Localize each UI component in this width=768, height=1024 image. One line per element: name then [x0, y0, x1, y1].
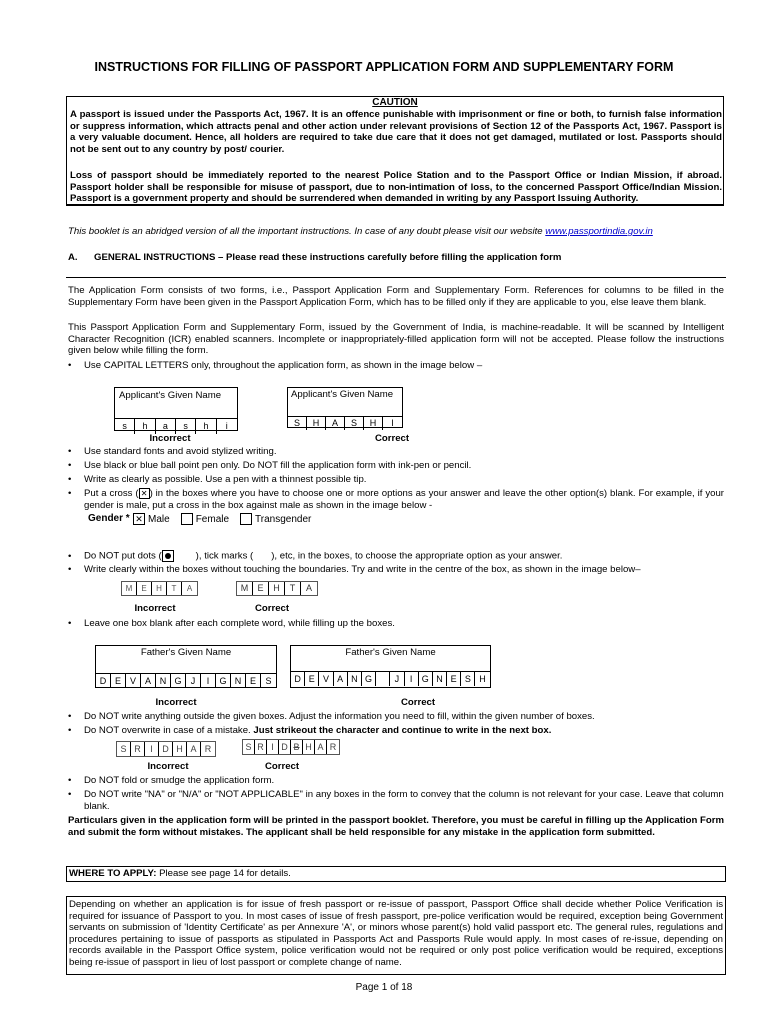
- letter-box: s: [115, 419, 135, 434]
- letter-box: A: [315, 740, 327, 754]
- transgender-checkbox[interactable]: [240, 513, 252, 525]
- caption-correct: Correct: [374, 433, 410, 444]
- letter-box: D: [96, 674, 111, 688]
- field-label: Father's Given Name: [345, 647, 436, 658]
- example-incorrect-father-name: [95, 645, 277, 688]
- police-verification-note: Depending on whether an application is for issue of fresh passport or re-issue of passport, Passport Office shall decide whether Police Verification is required for issuance of Passport to you. In most cases of issue of fresh passport, pre-police verification would be required, exception being Government servants on submission of 'Identity Certificate' as per Annexure 'A', or minors whose parent(s) hold valid passport etc. The general rules, regulations and procedures pertaining to issue of passports as stipulated in Passports Act and Passports Rule would apply. In most cases of re-issue, depending on records available in the Passport Office system, police verification would not be required or only post police verification would be required, exceptions being re-issue of passport in lieu of lost passport or complete change of name.: [69, 899, 723, 968]
- letter-box: A: [326, 417, 345, 430]
- page-title: INSTRUCTIONS FOR FILLING OF PASSPORT APPLICATION FORM AND SUPPLEMENTARY FORM: [94, 60, 674, 74]
- particulars-note: Particulars given in the application form will be printed in the passport booklet. Therefore, you must be careful in filling up the Application Form and submit the form without mistakes. The applicant shall be held responsible for any mistake in the application form submitted.: [68, 815, 724, 838]
- gender-options: [133, 513, 311, 525]
- letter-box: A: [305, 583, 312, 593]
- female-label: Female: [195, 513, 230, 525]
- letter-box: S: [117, 742, 131, 756]
- caption-incorrect: Incorrect: [147, 761, 189, 772]
- intro-paragraph-1: The Application Form consists of two forms, i.e., Passport Application Form and Supplementary Form. References for columns to be filled in the Supplementary Form have been given in the Passport Application Form, which has to be filled only if they are applicable to you, else leave them blank.: [68, 285, 724, 308]
- letter-box: H: [303, 740, 315, 754]
- caption-correct: Correct: [400, 697, 436, 708]
- letter-box: a: [156, 419, 176, 434]
- letter-box: S: [265, 676, 272, 686]
- letter-box: A: [141, 674, 156, 688]
- bullet-within-boxes: • Write clearly within the boxes without touching the boundaries. Try and write in the centre of the box, as shown in the image below–: [68, 564, 641, 575]
- where-to-apply: WHERE TO APPLY: Please see page 14 for details.: [69, 868, 291, 879]
- letter-box: H: [364, 417, 383, 430]
- caption-incorrect: Incorrect: [149, 433, 191, 444]
- divider: [66, 277, 726, 278]
- letter-box: I: [201, 674, 216, 688]
- bullet-no-dots: • Do NOT put dots ( ), tick marks ( ), etc, in the boxes, to choose the appropriate option as your answer.: [68, 550, 563, 562]
- letter-box: H: [479, 674, 486, 684]
- bullet-write-clearly: • Write as clearly as possible. Use a pen with a thinnest possible tip.: [68, 474, 367, 485]
- letter-box: T: [167, 582, 182, 595]
- bullet-no-fold: • Do NOT fold or smudge the application form.: [68, 775, 275, 786]
- example-incorrect-mehta: [121, 581, 198, 596]
- letter-box: D: [291, 672, 305, 686]
- letter-box: D: [159, 742, 173, 756]
- male-label: Male: [148, 513, 170, 525]
- example-correct-sridhar: [242, 739, 340, 755]
- letter-box: G: [216, 674, 231, 688]
- section-a-heading: A. GENERAL INSTRUCTIONS – Please read these instructions carefully before filling the application form: [68, 252, 562, 263]
- letter-box: N: [156, 674, 171, 688]
- bullet-standard-fonts: • Use standard fonts and avoid stylized writing.: [68, 446, 277, 457]
- letter-box: H: [152, 582, 167, 595]
- letter-box: M: [237, 582, 253, 595]
- caption-incorrect: Incorrect: [134, 603, 176, 614]
- intro-paragraph-2: This Passport Application Form and Supplementary Form, issued by the Government of India, is machine-readable. It will be scanned by Intelligent Character Recognition (ICR) enabled scanners. Incomplete or inappropriately-filled application form will not be accepted. Please follow the instructions given below while filling the form.: [68, 322, 724, 356]
- bullet-put-cross: • Put a cross ( ✕ ) in the boxes where you have to choose one or more options as your answer and leave the other option(s) blank. For example, if your gender is male, put a cross in the box against male as shown in the image below -: [68, 488, 724, 511]
- letter-box: D: [279, 740, 291, 754]
- letter-box: G: [419, 672, 433, 686]
- caution-paragraph-1: A passport is issued under the Passports Act, 1967. It is an offence punishable with imprisonment or fine or both, to furnish false information or suppress information, which attracts penal and other action under relevant provisions of Section 12 of the Passports Act, 1967. Passport is a very valuable document. Hence, all holders are required to take due care that it does not get damaged, mutilated or lost. Passports should not be sent out to any country by post/ courier.: [70, 109, 722, 155]
- example-correct-name-box: [287, 387, 403, 428]
- letter-box: I: [391, 418, 394, 428]
- caption-incorrect: Incorrect: [155, 697, 197, 708]
- field-label: Applicant's Given Name: [291, 389, 394, 400]
- field-label: Father's Given Name: [140, 647, 232, 658]
- letter-box: E: [111, 674, 126, 688]
- example-correct-father-name: [290, 645, 491, 688]
- bullet-no-na: • Do NOT write "NA" or "N/A" or "NOT APPLICABLE" in any boxes in the form to convey that the column is not relevant for your case. Leave that column blank.: [68, 789, 724, 812]
- page-number: Page 1 of 18: [355, 982, 413, 993]
- website-link[interactable]: www.passportindia.gov.in: [545, 226, 653, 237]
- letter-box: A: [187, 742, 201, 756]
- caution-heading: CAUTION: [372, 97, 418, 108]
- letter-box: A: [186, 584, 193, 593]
- letter-box: R: [255, 740, 267, 754]
- example-incorrect-sridhar: [116, 741, 216, 757]
- field-label: Applicant's Given Name: [119, 390, 222, 401]
- letter-box: [376, 672, 390, 686]
- letter-box: S: [345, 417, 364, 430]
- letter-box: N: [231, 674, 246, 688]
- letter-box: V: [126, 674, 141, 688]
- caption-correct: Correct: [264, 761, 300, 772]
- letter-box: E: [246, 674, 261, 688]
- letter-box: M: [122, 582, 137, 595]
- example-incorrect-name-box: [114, 387, 238, 431]
- letter-box: G: [171, 674, 186, 688]
- letter-box: E: [447, 672, 461, 686]
- male-checkbox[interactable]: ✕: [133, 513, 145, 525]
- caption-correct: Correct: [254, 603, 290, 614]
- bullet-ball-point-pen: • Use black or blue ball point pen only. Do NOT fill the application form with ink-pen or pencil.: [68, 460, 472, 471]
- letter-box: R: [204, 744, 212, 754]
- caution-paragraph-2: Loss of passport should be immediately reported to the nearest Police Station and to the Passport Office or Indian Mission, if abroad. Passport holder shall be responsible for misuse of passport, due to non-intimation of loss, to the concerned Passport Office/Indian Mission. Passport is a government property and should be surrendered when demanded in writing by any Passport Issuing Authority.: [70, 170, 722, 204]
- letter-box: S: [288, 417, 307, 430]
- letter-box: B: [291, 740, 303, 754]
- letter-box: J: [390, 672, 404, 686]
- letter-box: V: [319, 672, 333, 686]
- female-checkbox[interactable]: [181, 513, 193, 525]
- bullet-no-overwrite: • Do NOT overwrite in case of a mistake. Just strikeout the character and continue to write in the next box.: [68, 725, 552, 736]
- letter-box: S: [461, 672, 475, 686]
- letter-box: I: [145, 742, 159, 756]
- letter-box: I: [405, 672, 419, 686]
- letter-box: H: [269, 582, 285, 595]
- letter-box: s: [176, 419, 196, 434]
- letter-box: h: [135, 419, 155, 434]
- letter-box: H: [307, 417, 326, 430]
- letter-box: E: [253, 582, 269, 595]
- letter-box: A: [334, 672, 348, 686]
- transgender-label: Transgender: [255, 513, 312, 525]
- letter-box: R: [131, 742, 145, 756]
- letter-box: N: [433, 672, 447, 686]
- gender-label: Gender *: [88, 513, 130, 524]
- letter-box: h: [196, 419, 216, 434]
- booklet-note: This booklet is an abridged version of all the important instructions. In case of any doubt please visit our website www.passportindia.gov.in: [68, 226, 653, 237]
- letter-box: G: [362, 672, 376, 686]
- letter-box: S: [243, 740, 255, 754]
- letter-box: J: [186, 674, 201, 688]
- letter-box: R: [329, 742, 337, 752]
- letter-box: i: [225, 421, 228, 431]
- letter-box: I: [267, 740, 279, 754]
- letter-box: N: [348, 672, 362, 686]
- bullet-leave-one-box: • Leave one box blank after each complete word, while filling up the boxes.: [68, 618, 395, 629]
- letter-box: H: [173, 742, 187, 756]
- cross-box-icon: ✕: [139, 488, 150, 499]
- letter-box: E: [305, 672, 319, 686]
- bullet-capital-letters: • Use CAPITAL LETTERS only, throughout the application form, as shown in the image below –: [68, 360, 483, 371]
- dot-box-icon: [162, 550, 174, 562]
- letter-box: E: [137, 582, 152, 595]
- example-correct-mehta: [236, 581, 318, 596]
- letter-box: T: [285, 582, 301, 595]
- bullet-outside-boxes: • Do NOT write anything outside the given boxes. Adjust the information you need to fill, within the given number of boxes.: [68, 711, 595, 722]
